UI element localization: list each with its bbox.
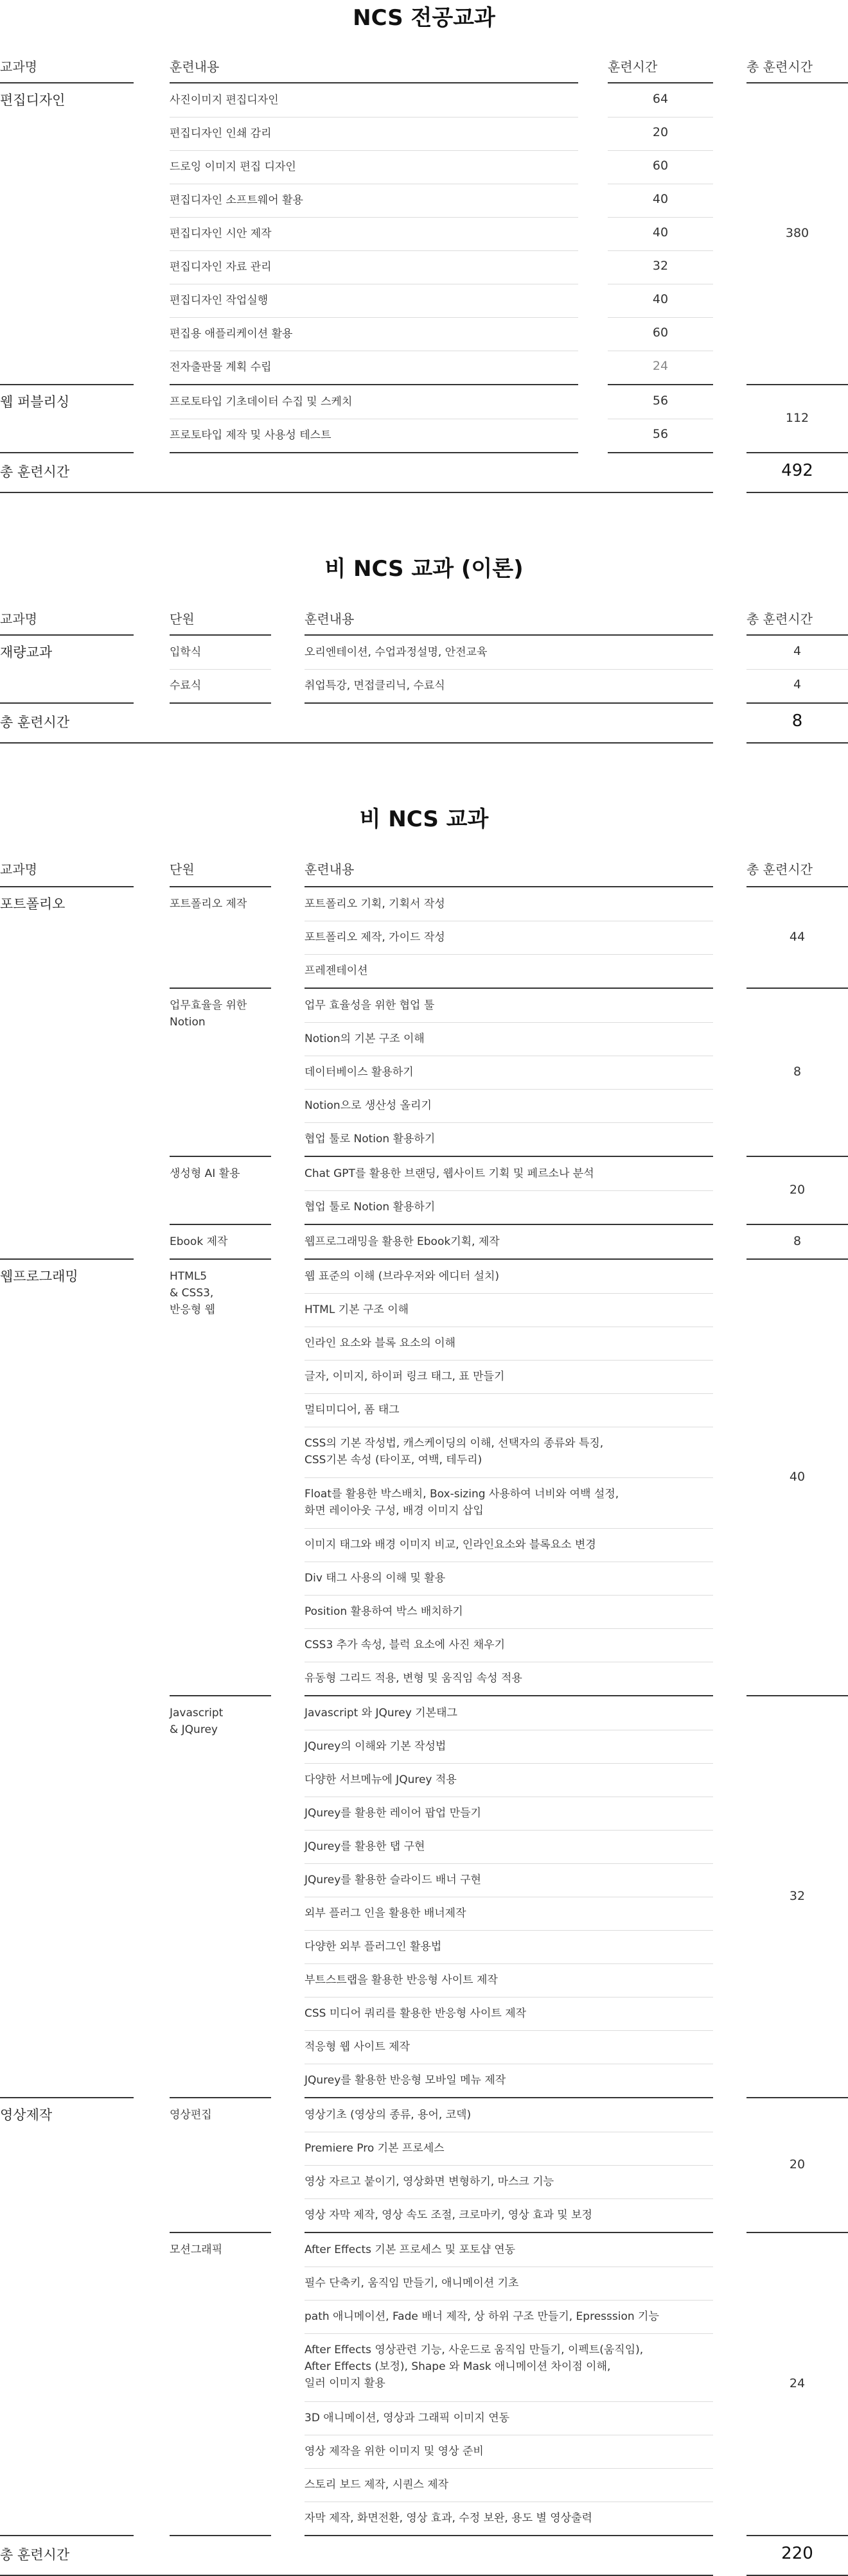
- header-rule: [0, 634, 134, 636]
- header-content: 훈련내용: [305, 862, 355, 877]
- grand-total: 492: [781, 461, 813, 480]
- header-hours: 훈련시간: [608, 59, 658, 74]
- header-rule: [0, 82, 134, 83]
- training-content: 취업특강, 면접클리닉, 수료식: [305, 679, 445, 692]
- row-divider: [305, 1360, 713, 1361]
- header-total: 총 훈련시간: [746, 862, 813, 877]
- unit-rule: [746, 1156, 848, 1157]
- unit-rule: [170, 2097, 271, 2098]
- unit-name: 업무효율을 위한 Notion: [170, 999, 247, 1029]
- training-hours: 56: [652, 427, 669, 441]
- training-content: 다양한 서브메뉴에 JQurey 적용: [305, 1773, 457, 1786]
- unit-total-hours: 4: [793, 644, 802, 658]
- training-content: Float를 활용한 박스배치, Box-sizing 사용하여 너비와 여백 설정, 화면 레이아웃 구성, 배경 이미지 삽입: [305, 1488, 619, 1517]
- unit-rule: [170, 1258, 271, 1260]
- training-content: 프로토타입 제작 및 사용성 테스트: [170, 429, 331, 442]
- training-content: 프로토타입 기초데이터 수집 및 스케치: [170, 396, 353, 408]
- training-content: 유동형 그리드 적용, 변형 및 움직임 속성 적용: [305, 1672, 522, 1685]
- row-divider: [305, 1293, 713, 1294]
- unit-rule: [170, 2232, 271, 2233]
- row-divider: [608, 150, 713, 151]
- unit-total-hours: 20: [789, 2157, 806, 2171]
- total-label: 총 훈련시간: [0, 715, 70, 730]
- unit-total-hours: 40: [789, 1470, 806, 1484]
- unit-name: Ebook 제작: [170, 1235, 228, 1248]
- row-divider: [170, 150, 578, 151]
- unit-rule: [746, 2232, 848, 2233]
- unit-rule: [305, 1695, 713, 1696]
- training-content: 포트폴리오 제작, 가이드 작성: [305, 931, 445, 944]
- unit-total-hours: 8: [793, 1065, 802, 1079]
- unit-name: 모션그래픽: [170, 2243, 223, 2256]
- unit-total-hours: 32: [789, 1889, 806, 1903]
- header-rule: [170, 634, 271, 636]
- unit-rule: [305, 2097, 713, 2098]
- header-rule: [305, 886, 713, 887]
- unit-rule: [170, 2535, 271, 2536]
- unit-name: 포트폴리오 제작: [170, 898, 247, 910]
- row-divider: [170, 217, 578, 218]
- row-divider: [305, 1528, 713, 1529]
- unit-name: 생성형 AI 활용: [170, 1167, 240, 1180]
- row-divider: [305, 1595, 713, 1596]
- training-content: 전자출판물 계획 수립: [170, 361, 272, 374]
- row-divider: [608, 250, 713, 251]
- row-divider: [305, 1930, 713, 1931]
- training-content: After Effects 기본 프로세스 및 포토샵 연동: [305, 2243, 516, 2256]
- header-course: 교과명: [0, 862, 37, 877]
- training-content: 웹프로그래밍을 활용한 Ebook기획, 제작: [305, 1235, 500, 1248]
- training-content: 외부 플러그 인을 활용한 배너제작: [305, 1907, 466, 1920]
- group-rule: [0, 2097, 134, 2098]
- training-content: 이미지 태그와 배경 이미지 비교, 인라인요소와 블록요소 변경: [305, 1538, 596, 1551]
- training-content: JQurey의 이해와 기본 작성법: [305, 1740, 446, 1753]
- group-rule: [170, 452, 578, 453]
- row-divider: [305, 1477, 713, 1478]
- unit-name: Javascript & JQurey: [170, 1707, 224, 1736]
- header-content: 훈련내용: [170, 59, 220, 74]
- training-content: CSS의 기본 작성법, 캐스케이딩의 이해, 선택자의 종류와 특징, CSS기본 속성 (타이포, 여백, 테두리): [305, 1437, 604, 1466]
- group-rule: [608, 384, 713, 385]
- training-content: 3D 애니메이션, 영상과 그래픽 이미지 연동: [305, 2412, 510, 2424]
- training-content: CSS3 추가 속성, 블럭 요소에 사진 채우기: [305, 1639, 506, 1651]
- header-rule: [608, 82, 713, 83]
- training-hours: 40: [652, 192, 669, 206]
- unit-rule: [305, 1258, 713, 1260]
- row-divider: [170, 317, 578, 318]
- training-content: 협업 툴로 Notion 활용하기: [305, 1133, 436, 1145]
- unit-rule: [305, 2535, 713, 2536]
- group-rule: [170, 384, 578, 385]
- header-total: 총 훈련시간: [746, 611, 813, 627]
- training-content: 웹 표준의 이해 (브라우저와 에디터 설치): [305, 1270, 500, 1283]
- training-content: 자막 제작, 화면전환, 영상 효과, 수정 보완, 용도 별 영상출력: [305, 2512, 592, 2525]
- row-divider: [305, 1830, 713, 1831]
- training-hours: 56: [652, 394, 669, 408]
- unit-total-hours: 44: [789, 930, 806, 944]
- training-content: 편집용 애플리케이션 활용: [170, 327, 293, 340]
- training-content: path 애니메이션, Fade 배너 제작, 상 하위 구조 만들기, Epresssion 기능: [305, 2310, 659, 2323]
- group-rule: [0, 452, 134, 453]
- course-name: 영상제작: [0, 2107, 53, 2123]
- header-unit: 단원: [170, 611, 195, 627]
- row-divider: [305, 2333, 713, 2334]
- row-divider: [305, 1628, 713, 1629]
- training-content: 다양한 외부 플러그인 활용법: [305, 1940, 442, 1953]
- nonncs-section-title: 비 NCS 교과: [359, 806, 489, 832]
- training-content: 업무 효율성을 위한 협업 툴: [305, 999, 435, 1012]
- training-content: 드로잉 이미지 편집 디자인: [170, 161, 296, 173]
- course-name: 편집디자인: [0, 92, 66, 108]
- training-hours: 40: [652, 292, 669, 306]
- row-divider: [305, 2165, 713, 2166]
- header-unit: 단원: [170, 862, 195, 877]
- row-divider: [170, 702, 271, 704]
- course-name: 웹 퍼블리싱: [0, 394, 70, 410]
- training-content: Notion으로 생산성 올리기: [305, 1099, 432, 1112]
- unit-rule: [746, 2097, 848, 2098]
- training-content: 편집디자인 시안 제작: [170, 227, 272, 240]
- training-content: 스토리 보드 제작, 시퀀스 제작: [305, 2478, 449, 2491]
- header-rule: [0, 886, 134, 887]
- footer-rule: [746, 742, 848, 744]
- unit-rule: [746, 1258, 848, 1260]
- unit-name: 수료식: [170, 679, 202, 692]
- training-content: HTML 기본 구조 이해: [305, 1303, 409, 1316]
- training-content: 멀티미디어, 폼 태그: [305, 1404, 400, 1416]
- row-divider: [305, 2300, 713, 2301]
- row-divider: [305, 2468, 713, 2469]
- header-rule: [170, 82, 578, 83]
- training-hours: 32: [652, 259, 669, 273]
- row-divider: [746, 702, 848, 704]
- theory-section-title: 비 NCS 교과 (이론): [324, 556, 524, 582]
- training-content: 오리엔테이션, 수업과정설명, 안전교육: [305, 646, 488, 659]
- row-divider: [305, 1122, 713, 1123]
- unit-rule: [305, 2232, 713, 2233]
- training-content: CSS 미디어 쿼리를 활용한 반응형 사이트 제작: [305, 2007, 527, 2020]
- row-divider: [305, 1863, 713, 1864]
- training-content: Chat GPT를 활용한 브랜딩, 웹사이트 기획 및 페르소나 분석: [305, 1167, 594, 1180]
- group-rule: [0, 2535, 134, 2536]
- training-content: 협업 툴로 Notion 활용하기: [305, 1201, 436, 1214]
- row-divider: [305, 954, 713, 955]
- header-rule: [170, 886, 271, 887]
- unit-total-hours: 24: [789, 2376, 806, 2390]
- training-content: Div 태그 사용의 이해 및 활용: [305, 1572, 446, 1585]
- header-course: 교과명: [0, 59, 37, 74]
- training-hours: 24: [652, 359, 669, 373]
- training-content: Javascript 와 JQurey 기본태그: [305, 1707, 457, 1719]
- grand-total: 220: [781, 2544, 813, 2563]
- training-content: 글자, 이미지, 하이퍼 링크 태그, 표 만들기: [305, 1370, 505, 1383]
- group-rule: [0, 702, 134, 704]
- training-content: 편집디자인 작업실행: [170, 294, 269, 307]
- unit-total-hours: 8: [793, 1234, 802, 1248]
- training-content: 적응형 웹 사이트 제작: [305, 2041, 411, 2053]
- group-rule: [0, 1258, 134, 1260]
- course-name: 포트폴리오: [0, 896, 66, 912]
- row-divider: [305, 1089, 713, 1090]
- training-content: 편집디자인 자료 관리: [170, 261, 272, 274]
- row-divider: [305, 2198, 713, 2199]
- row-divider: [305, 1190, 713, 1191]
- unit-rule: [170, 1156, 271, 1157]
- header-content: 훈련내용: [305, 611, 355, 627]
- header-course: 교과명: [0, 611, 37, 627]
- header-rule: [746, 886, 848, 887]
- training-content: 영상기초 (영상의 종류, 용어, 코덱): [305, 2109, 472, 2121]
- footer-rule: [0, 742, 713, 744]
- training-content: 필수 단축키, 움직임 만들기, 애니메이션 기초: [305, 2277, 519, 2290]
- training-hours: 60: [652, 159, 669, 173]
- header-rule: [305, 634, 713, 636]
- course-name: 웹프로그래밍: [0, 1269, 78, 1284]
- unit-name: 입학식: [170, 646, 202, 659]
- training-content: 데이터베이스 활용하기: [305, 1066, 414, 1079]
- total-label: 총 훈련시간: [0, 464, 70, 480]
- row-divider: [608, 217, 713, 218]
- unit-rule: [746, 988, 848, 989]
- row-divider: [305, 669, 713, 670]
- training-content: 인라인 요소와 블록 요소의 이해: [305, 1337, 456, 1350]
- unit-rule: [170, 1695, 271, 1696]
- training-content: Premiere Pro 기본 프로세스: [305, 2142, 445, 2155]
- training-content: Position 활용하여 박스 배치하기: [305, 1605, 463, 1618]
- row-divider: [305, 1763, 713, 1764]
- training-content: Notion의 기본 구조 이해: [305, 1032, 425, 1045]
- row-divider: [608, 317, 713, 318]
- unit-name: 영상편집: [170, 2109, 212, 2121]
- total-label: 총 훈련시간: [0, 2547, 70, 2563]
- row-divider: [746, 669, 848, 670]
- unit-rule: [305, 1224, 713, 1225]
- training-content: 영상 제작을 위한 이미지 및 영상 준비: [305, 2445, 484, 2458]
- header-total: 총 훈련시간: [746, 59, 813, 74]
- row-divider: [170, 669, 271, 670]
- row-divider: [305, 1022, 713, 1023]
- group-rule: [746, 452, 848, 453]
- training-content: 편집디자인 인쇄 감리: [170, 127, 272, 140]
- row-divider: [170, 250, 578, 251]
- footer-rule: [0, 492, 713, 493]
- row-divider: [305, 2030, 713, 2031]
- training-content: JQurey를 활용한 슬라이드 배너 구현: [305, 1874, 481, 1886]
- training-hours: 64: [652, 92, 669, 106]
- course-name: 재량교과: [0, 645, 53, 660]
- header-rule: [746, 634, 848, 636]
- training-hours: 20: [652, 125, 669, 139]
- training-content: 부트스트랩을 활용한 반응형 사이트 제작: [305, 1974, 498, 1987]
- unit-rule: [170, 1224, 271, 1225]
- unit-rule: [305, 1156, 713, 1157]
- ncs-section-title: NCS 전공교과: [353, 5, 495, 31]
- training-content: 프레젠테이션: [305, 964, 368, 977]
- unit-total-hours: 20: [789, 1183, 806, 1197]
- group-rule: [746, 384, 848, 385]
- training-content: 사진이미지 편집디자인: [170, 94, 279, 107]
- training-content: 영상 자르고 붙이기, 영상화면 변형하기, 마스크 기능: [305, 2175, 554, 2188]
- unit-total-hours: 4: [793, 677, 802, 692]
- row-divider: [305, 1393, 713, 1394]
- unit-rule: [746, 1224, 848, 1225]
- training-content: JQurey를 활용한 반응형 모바일 메뉴 제작: [305, 2074, 506, 2087]
- group-rule: [608, 452, 713, 453]
- grand-total: 8: [791, 711, 803, 731]
- row-divider: [305, 702, 713, 704]
- unit-rule: [170, 988, 271, 989]
- training-content: JQurey를 활용한 탭 구현: [305, 1840, 425, 1853]
- training-content: 포트폴리오 기획, 기획서 작성: [305, 898, 445, 910]
- group-rule: [0, 384, 134, 385]
- training-content: After Effects 영상관련 기능, 사운드로 움직임 만들기, 이펙트(움직임), After Effects (보정), Shape 와 Mask 애니메이션 차이점 이해, 일러 이미지 활용: [305, 2344, 644, 2390]
- training-hours: 40: [652, 225, 669, 239]
- training-hours: 60: [652, 326, 669, 340]
- group-total-hours: 380: [785, 226, 809, 240]
- header-rule: [746, 82, 848, 83]
- unit-name: HTML5 & CSS3, 반응형 웹: [170, 1270, 216, 1316]
- training-content: 편집디자인 소프트웨어 활용: [170, 194, 303, 207]
- unit-rule: [746, 2535, 848, 2536]
- unit-rule: [746, 1695, 848, 1696]
- training-content: 영상 자막 제작, 영상 속도 조절, 크로마키, 영상 효과 및 보정: [305, 2209, 592, 2222]
- unit-rule: [305, 988, 713, 989]
- footer-rule: [746, 492, 848, 493]
- row-divider: [305, 1963, 713, 1964]
- row-divider: [305, 2401, 713, 2402]
- group-total-hours: 112: [785, 411, 809, 425]
- training-content: JQurey를 활용한 레이어 팝업 만들기: [305, 1807, 481, 1820]
